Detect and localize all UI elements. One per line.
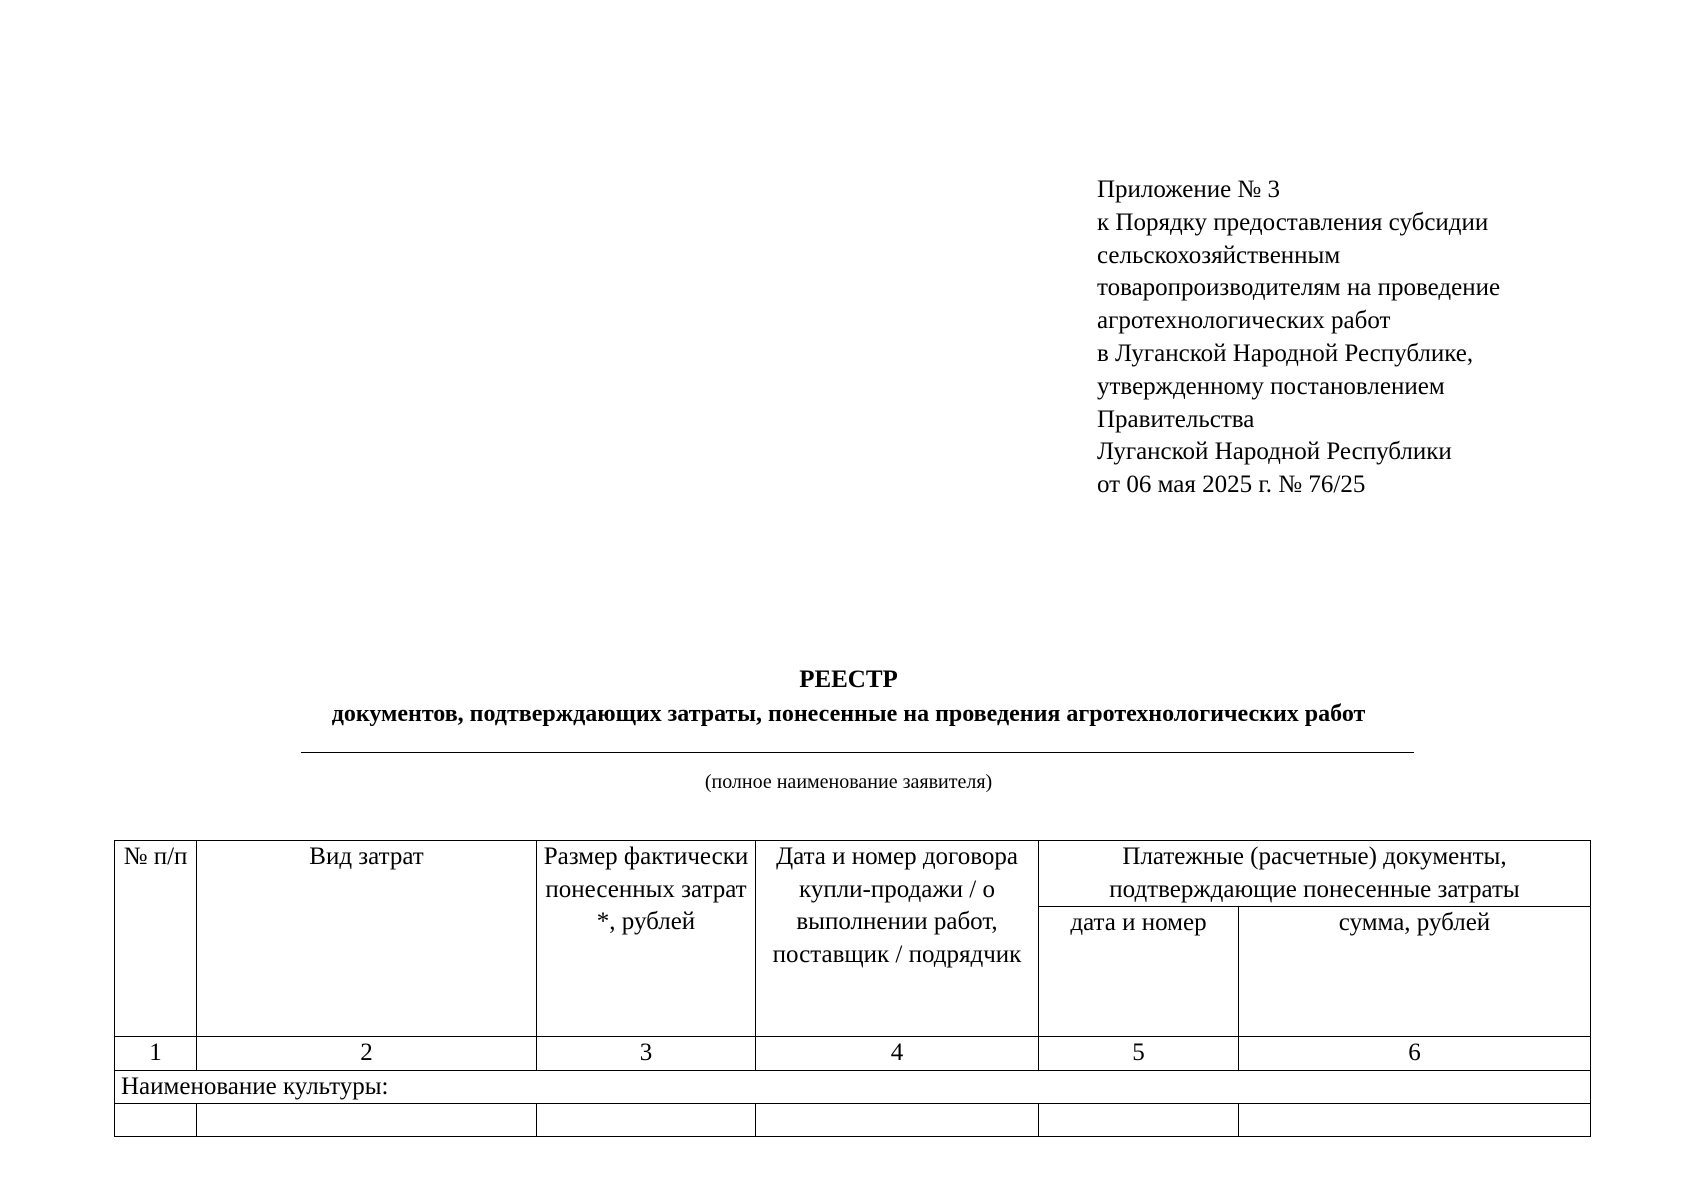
column-number: 3 — [537, 1037, 756, 1071]
document-subtitle: документов, подтверждающих затраты, понесенные на проведения агротехнологических работ — [331, 701, 1366, 727]
header-sum: сумма, рублей — [1239, 907, 1591, 1037]
appendix-line: товаропроизводителям на проведение — [1097, 274, 1501, 302]
header-number: № п/п — [115, 841, 197, 1037]
culture-name-row: Наименование культуры: — [115, 1070, 1591, 1104]
column-number: 4 — [756, 1037, 1039, 1071]
header-contract: Дата и номер договора купли-продажи / о выполнении работ, поставщик / подрядчик — [756, 841, 1039, 1037]
applicant-caption: (полное наименование заявителя) — [704, 771, 993, 793]
appendix-block — [1097, 174, 1500, 502]
appendix-line: сельскохозяйственным — [1097, 241, 1341, 269]
appendix-line: утвержденному постановлением — [1097, 372, 1445, 400]
column-number: 2 — [197, 1037, 537, 1071]
empty-cell — [115, 1104, 197, 1137]
appendix-line: Луганской Народной Республики — [1097, 438, 1452, 466]
registry-table — [114, 840, 1591, 1137]
column-number: 1 — [115, 1037, 197, 1071]
header-payment-documents: Платежные (расчетные) документы, подтверждающие понесенные затраты — [1039, 841, 1591, 907]
appendix-line: Правительства — [1097, 405, 1255, 433]
empty-cell — [756, 1104, 1039, 1137]
empty-cell — [197, 1104, 537, 1137]
header-date-number: дата и номер — [1039, 907, 1239, 1037]
empty-cell — [537, 1104, 756, 1137]
column-number: 6 — [1239, 1037, 1591, 1071]
appendix-line: от 06 мая 2025 г. № 76/25 — [1097, 471, 1366, 499]
empty-cell — [1039, 1104, 1239, 1137]
column-number: 5 — [1039, 1037, 1239, 1071]
appendix-line: к Порядку предоставления субсидии — [1097, 208, 1489, 236]
empty-cell — [1239, 1104, 1591, 1137]
appendix-line: агротехнологических работ — [1097, 307, 1391, 335]
header-cost-type: Вид затрат — [197, 841, 537, 1037]
appendix-line: Приложение № 3 — [1097, 176, 1281, 203]
document-title: РЕЕСТР — [799, 666, 898, 693]
header-cost-amount: Размер фактически понесенных затрат *, рублей — [537, 841, 756, 1037]
appendix-line: в Луганской Народной Республике, — [1097, 339, 1474, 367]
applicant-name-line — [301, 752, 1414, 753]
